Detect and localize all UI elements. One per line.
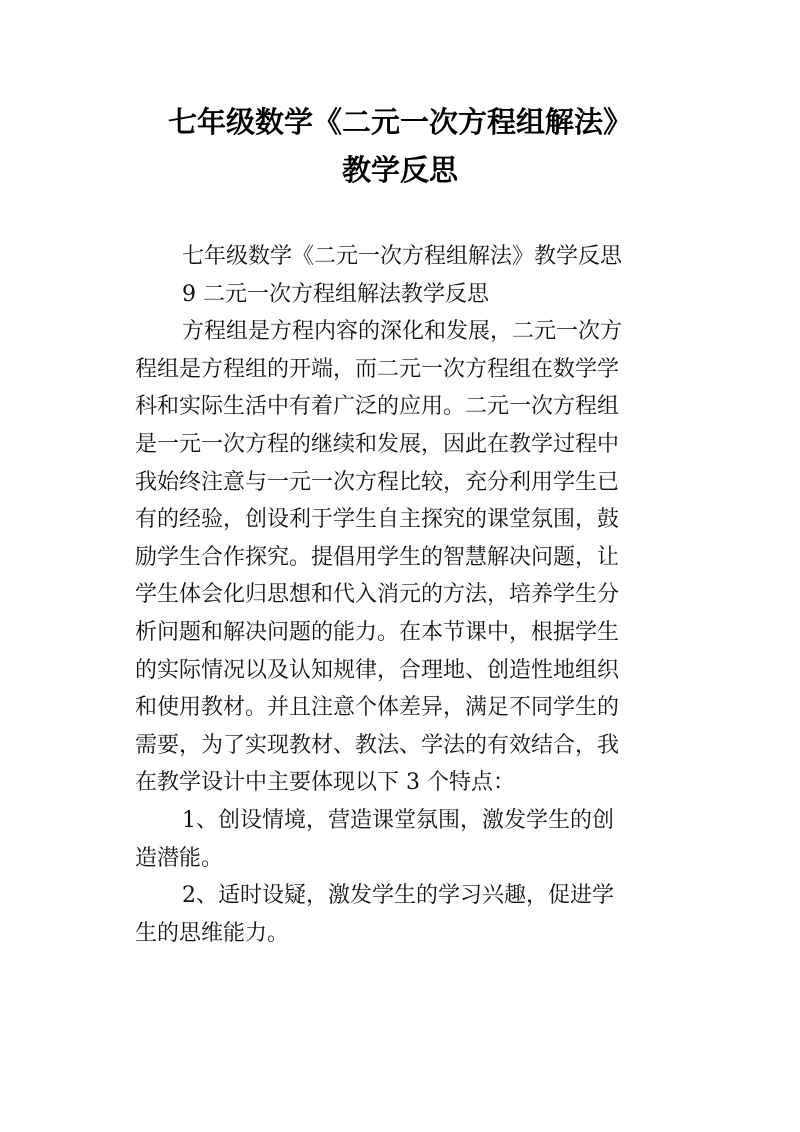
body-line: 科和实际生活中有着广泛的应用。二元一次方程组 <box>135 394 620 420</box>
body-line: 我始终注意与一元一次方程比较，充分利用学生已 <box>135 469 620 495</box>
body-line: 方程组是方程内容的深化和发展，二元一次方 <box>182 319 623 345</box>
document-body <box>135 238 665 952</box>
list-item-2: 2、适时设疑，激发学生的学习兴趣，促进学 <box>182 883 614 909</box>
body-line: 是一元一次方程的继续和发展，因此在教学过程中 <box>135 431 620 457</box>
document-title <box>0 98 800 194</box>
body-line: 学生体会化归思想和代入消元的方法，培养学生分 <box>135 582 620 608</box>
body-line: 需要，为了实现教材、教法、学法的有效结合，我 <box>135 732 620 758</box>
body-line: 励学生合作探究。提倡用学生的智慧解决问题，让 <box>135 544 620 570</box>
body-line: 有的经验，创设利于学生自主探究的课堂氛围，鼓 <box>135 507 620 533</box>
body-line: 9 二元一次方程组解法教学反思 <box>182 281 489 307</box>
list-item-1: 1、创设情境，营造课堂氛围，激发学生的创 <box>182 807 614 833</box>
list-item-2-cont: 生的思维能力。 <box>135 920 290 946</box>
body-line: 和使用教材。并且注意个体差异，满足不同学生的 <box>135 695 620 721</box>
title-line-1: 七年级数学《二元一次方程组解法》 <box>167 105 632 139</box>
body-line: 在教学设计中主要体现以下 3 个特点： <box>135 770 515 796</box>
list-item-1-cont: 造潜能。 <box>135 845 224 871</box>
title-line-2: 教学反思 <box>341 153 458 187</box>
body-line: 析问题和解决问题的能力。在本节课中，根据学生 <box>135 619 620 645</box>
body-line: 程组是方程组的开端，而二元一次方程组在数学学 <box>135 356 620 382</box>
body-line: 的实际情况以及认知规律，合理地、创造性地组织 <box>135 657 620 683</box>
body-line: 七年级数学《二元一次方程组解法》教学反思 <box>182 244 623 269</box>
